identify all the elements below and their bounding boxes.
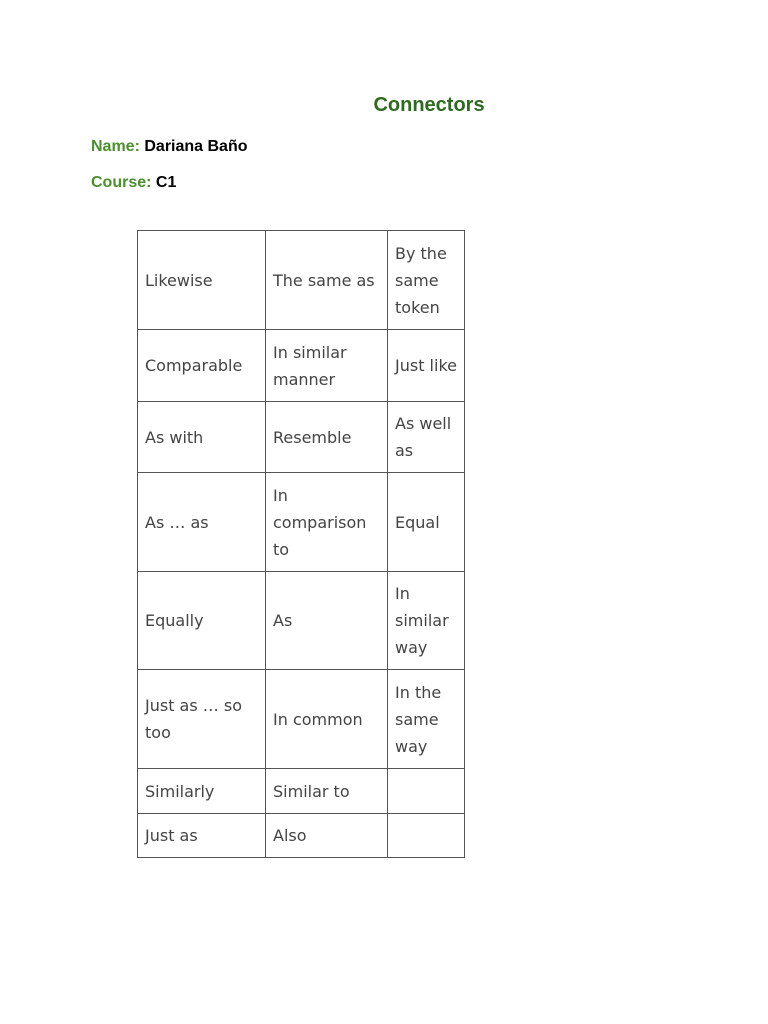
table-cell: Just as [138,814,266,858]
table-cell: In similar manner [266,330,388,402]
page-title: Connectors [373,94,485,116]
table-cell: Resemble [266,402,388,473]
table-cell: As [266,572,388,670]
table-cell: Similarly [138,769,266,814]
name-label: Name: [91,138,140,155]
name-value: Dariana Baño [144,138,248,155]
table-row [138,330,465,402]
table-cell: Equally [138,572,266,670]
table-cell: Comparable [138,330,266,402]
table-cell: Just as … so too [138,670,266,769]
table-cell: Similar to [266,769,388,814]
table-cell: Equal [388,473,465,572]
table-cell: Likewise [138,231,266,330]
table-cell: As … as [138,473,266,572]
table-cell [388,814,465,858]
table-cell: The same as [266,231,388,330]
table-cell: Just like [388,330,465,402]
course-line [91,174,176,192]
connectors-table [137,230,465,858]
table-cell: Also [266,814,388,858]
course-label: Course: [91,174,152,191]
name-line [91,138,248,156]
course-value: C1 [155,174,177,191]
table-row [138,814,465,858]
table-row [138,473,465,572]
table-row [138,231,465,330]
table-row [138,769,465,814]
table-row [138,572,465,670]
table-cell [388,769,465,814]
table-cell: In the same way [388,670,465,769]
table-cell: In common [266,670,388,769]
table-cell: As with [138,402,266,473]
table-cell: As well as [388,402,465,473]
table-cell: By the same token [388,231,465,330]
table-cell: In similar way [388,572,465,670]
table-cell: In comparison to [266,473,388,572]
table-row [138,402,465,473]
table-row [138,670,465,769]
